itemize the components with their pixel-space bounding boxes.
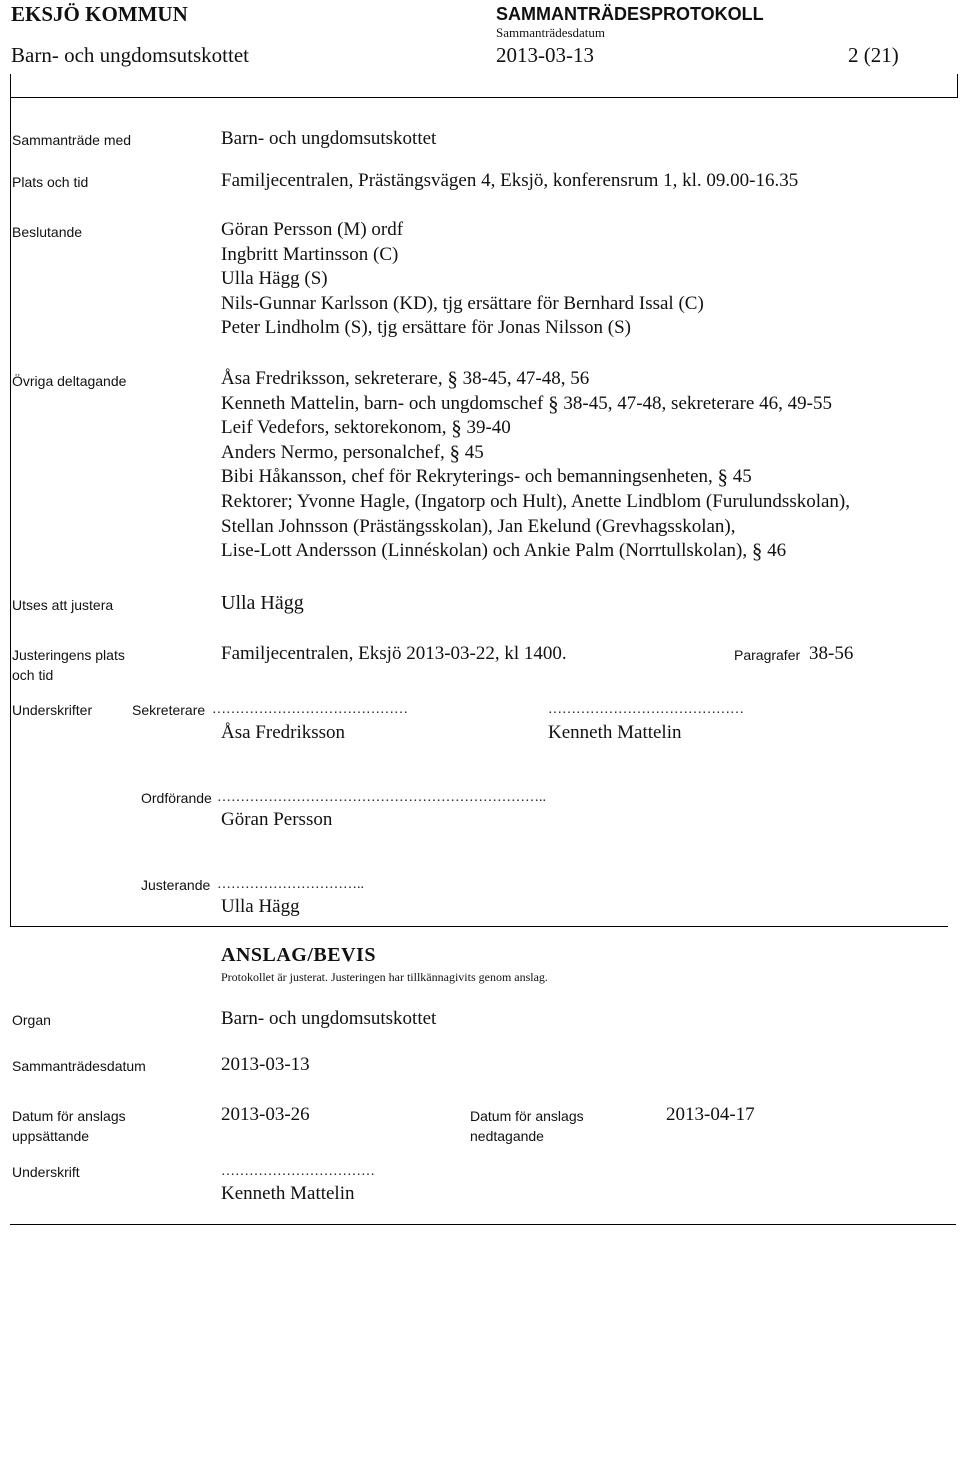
adjust-place-label: Justeringens plats [12, 647, 125, 663]
municipality-name: EKSJÖ KOMMUN [11, 2, 188, 26]
date-label: Sammanträdesdatum [496, 25, 606, 40]
participant-line [221, 465, 850, 490]
deciding-member: Ingbritt Martinsson (C) [221, 243, 399, 265]
participant-paragraphs: 38-45, 47-48, 56 [462, 368, 590, 389]
meeting-date: 2013-03-13 [496, 43, 594, 67]
posted-date: 2013-03-26 [221, 1104, 310, 1125]
participant-line [221, 416, 850, 441]
participant-paragraphs: 39-40 [466, 417, 511, 439]
place-value: Familjecentralen, Prästängsvägen 4, Eksjö, konferensrum 1, kl. 09.00-16.35 [221, 170, 799, 191]
paragraph-sign-icon: § [717, 465, 729, 490]
paragraph-sign-icon: § [751, 539, 763, 564]
paragraph-sign-icon: § [447, 367, 458, 391]
meeting-with-label: Sammanträde med [12, 132, 132, 148]
second-signature-line: …………………………………… [548, 702, 744, 717]
page-number: 2 (21) [848, 43, 899, 67]
meeting-with-value: Barn- och ungdomsutskottet [221, 128, 437, 149]
signatures-label: Underskrifter [12, 702, 93, 718]
participant-paragraphs: 45 [464, 441, 484, 463]
paragraph-sign-icon: § [449, 440, 460, 465]
removed-date: 2013-04-17 [666, 1104, 755, 1125]
notice-date-label: Sammanträdesdatum [12, 1058, 146, 1074]
adjust-place-value: Familjecentralen, Eksjö 2013-03-22, kl 1400. [221, 643, 567, 664]
participant-text: Stellan Johnsson (Prästängsskolan), Jan Ekelund (Grevhagsskolan), [221, 515, 736, 537]
posted-label: Datum för anslags [12, 1108, 126, 1124]
place-label: Plats och tid [12, 174, 89, 190]
others-label: Övriga deltagande [12, 373, 127, 389]
participant-paragraphs: 46 [767, 540, 787, 562]
secretary-label: Sekreterare [132, 702, 206, 718]
adjuster-sign-label: Justerande [141, 877, 211, 893]
participant-line [221, 392, 850, 417]
adjuster-value: Ulla Hägg [221, 592, 304, 614]
notice-sign-label: Underskrift [12, 1164, 80, 1180]
participant-paragraphs: 38-45, 47-48, sekreterare 46, 49-55 [563, 392, 832, 414]
participant-text: Anders Nermo, personalchef, [221, 441, 445, 463]
paragraphs-value: 38-56 [809, 643, 854, 664]
header-right-rule [957, 74, 958, 98]
secretary-signature-line: …………………………………… [212, 702, 408, 717]
removed-label-2: nedtagande [470, 1128, 544, 1144]
committee-name: Barn- och ungdomsutskottet [11, 43, 249, 67]
header-divider [10, 97, 958, 98]
notice-signer-name: Kenneth Mattelin [221, 1183, 355, 1204]
chair-signature-line: …………………………………………………………….. [217, 790, 546, 805]
participant-line [221, 441, 850, 466]
second-signer-name: Kenneth Mattelin [548, 722, 682, 743]
left-border-rule [10, 98, 11, 926]
deciding-member: Nils-Gunnar Karlsson (KD), tjg ersättare för Bernhard Issal (C) [221, 292, 704, 314]
deciding-members-list [221, 218, 704, 341]
adjuster-sign-name: Ulla Hägg [221, 896, 300, 917]
deciding-label: Beslutande [12, 224, 83, 240]
others-list [221, 367, 850, 564]
document-type: SAMMANTRÄDESPROTOKOLL [496, 4, 764, 24]
removed-label: Datum för anslags [470, 1108, 584, 1124]
chair-label: Ordförande [141, 790, 212, 806]
participant-line [221, 515, 850, 540]
notice-signature-line: …………………………… [221, 1164, 375, 1179]
adjust-place-label-2: och tid [12, 667, 54, 683]
participant-line [221, 539, 850, 564]
posted-label-2: uppsättande [12, 1128, 90, 1144]
participant-line [221, 367, 850, 392]
secretary-name: Åsa Fredriksson [221, 722, 346, 743]
notice-divider [10, 926, 948, 927]
notice-subtitle: Protokollet är justerat. Justeringen har tillkännagivits genom anslag. [221, 970, 548, 984]
header-left-rule [10, 74, 11, 98]
adjuster-signature-line: ………………………….. [217, 877, 364, 892]
chair-name: Göran Persson [221, 809, 333, 830]
participant-text: Åsa Fredriksson, sekreterare, [221, 368, 443, 389]
organ-value: Barn- och ungdomsutskottet [221, 1008, 437, 1029]
adjuster-label: Utses att justera [12, 597, 114, 613]
participant-text: Rektorer; Yvonne Hagle, (Ingatorp och Hult), Anette Lindblom (Furulundsskolan), [221, 490, 851, 512]
paragraph-sign-icon: § [451, 416, 462, 441]
paragraph-sign-icon: § [548, 391, 559, 416]
deciding-member: Peter Lindholm (S), tjg ersättare för Jonas Nilsson (S) [221, 317, 632, 339]
organ-label: Organ [12, 1012, 51, 1028]
participant-text: Kenneth Mattelin, barn- och ungdomschef [221, 392, 544, 414]
notice-title: ANSLAG/BEVIS [221, 944, 376, 966]
notice-date-value: 2013-03-13 [221, 1054, 310, 1075]
participant-line [221, 490, 850, 515]
participant-paragraphs: 45 [732, 466, 752, 488]
participant-text: Lise-Lott Andersson (Linnéskolan) och Ankie Palm (Norrtullskolan), [221, 540, 748, 562]
participant-text: Leif Vedefors, sektorekonom, [221, 417, 447, 439]
deciding-member: Göran Persson (M) ordf [221, 219, 404, 240]
paragraphs-label: Paragrafer [734, 647, 801, 663]
deciding-member: Ulla Hägg (S) [221, 268, 328, 290]
footer-divider [10, 1224, 956, 1225]
participant-text: Bibi Håkansson, chef för Rekryterings- och bemanningsenheten, [221, 466, 713, 488]
